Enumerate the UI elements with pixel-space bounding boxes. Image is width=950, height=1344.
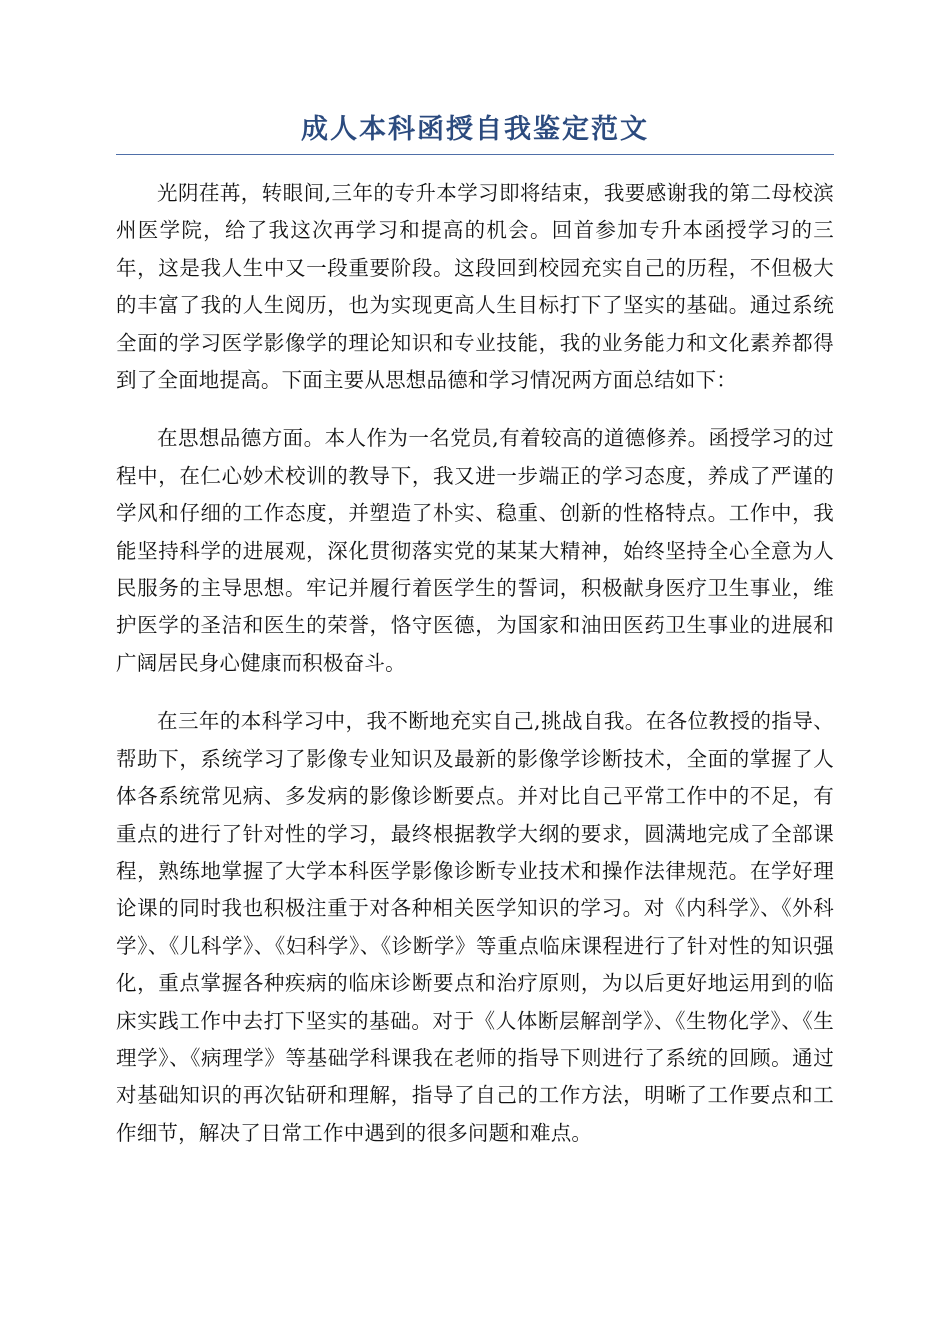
paragraph-intro: 光阴荏苒，转眼间,三年的专升本学习即将结束，我要感谢我的第二母校滨州医学院，给了我这次再学习和提高的机会。回首参加专升本函授学习的三年，这是我人生中又一段重要阶段。这段回到校园充实自己的历程，不但极大的丰富了我的人生阅历，也为实现更高人生目标打下了坚实的基础。通过系统全面的学习医学影像学的理论知识和专业技能，我的业务能力和文化素养都得到了全面地提高。下面主要从思想品德和学习情况两方面总结如下： — [116, 181, 834, 393]
paragraph-study: 在三年的本科学习中，我不断地充实自己,挑战自我。在各位教授的指导、帮助下，系统学习了影像专业知识及最新的影像学诊断技术，全面的掌握了人体各系统常见病、多发病的影像诊断要点。并对比自己平常工作中的不足，有重点的进行了针对性的学习，最终根据教学大纲的要求，圆满地完成了全部课程，熟练地掌握了大学本科医学影像诊断专业技术和操作法律规范。在学好理论课的同时我也积极注重于对各种相关医学知识的学习。对《内科学》、《外科学》、《儿科学》、《妇科学》、《诊断学》等重点临床课程进行了针对性的知识强化，重点掌握各种疾病的临床诊断要点和治疗原则，为以后更好地运用到的临床实践工作中去打下坚实的基础。对于《人体断层解剖学》、《生物化学》、《生理学》、《病理学》等基础学科课我在老师的指导下则进行了系统的回顾。通过对基础知识的再次钻研和理解，指导了自己的工作方法，明晰了工作要点和工作细节，解决了日常工作中遇到的很多问题和难点。 — [116, 709, 834, 1145]
title-underline — [116, 154, 834, 155]
document-title: 成人本科函授自我鉴定范文 — [301, 114, 649, 145]
document-page — [116, 110, 834, 1173]
paragraph-moral-character: 在思想品德方面。本人作为一名党员,有着较高的道德修养。函授学习的过程中，在仁心妙术校训的教导下，我又进一步端正的学习态度，养成了严谨的学风和仔细的工作态度，并塑造了朴实、稳重、创新的性格特点。工作中，我能坚持科学的进展观，深化贯彻落实党的某某大精神，始终坚持全心全意为人民服务的主导思想。牢记并履行着医学生的誓词，积极献身医疗卫生事业，维护医学的圣洁和医生的荣誉，恪守医德，为国家和油田医药卫生事业的进展和广阔居民身心健康而积极奋斗。 — [116, 426, 834, 675]
